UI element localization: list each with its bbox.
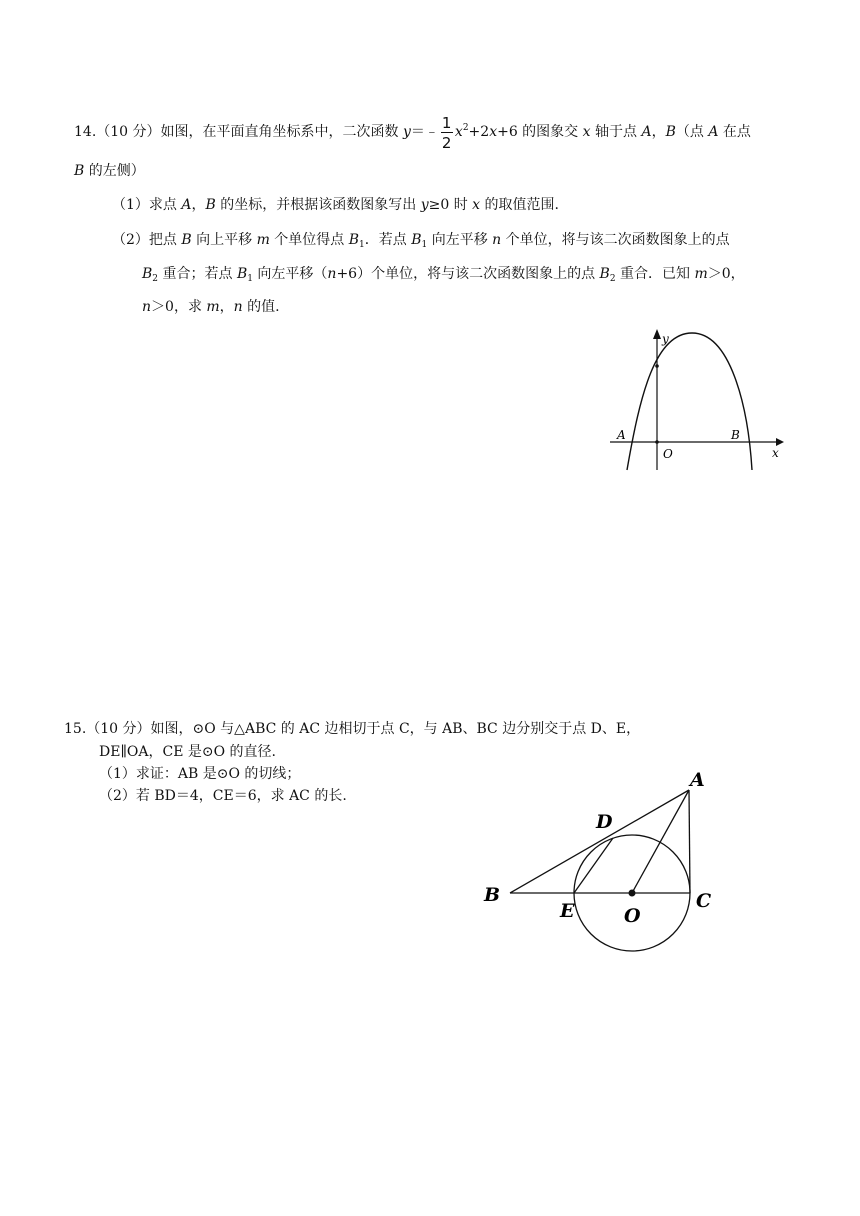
q14-line-1 bbox=[74, 114, 751, 152]
q14-text: （点 bbox=[675, 124, 709, 140]
q14-text: 在点 bbox=[718, 124, 751, 140]
q14-parabola-figure bbox=[600, 325, 790, 475]
q14-point-A: A bbox=[181, 197, 192, 213]
q14-var-x: x bbox=[489, 124, 498, 140]
q14-var-m: m bbox=[694, 266, 708, 282]
q14-intro-text: 如图，在平面直角坐标系中，二次函数 bbox=[160, 124, 403, 140]
q14-text: 轴于点 bbox=[590, 124, 642, 140]
q14-part-1 bbox=[112, 195, 559, 215]
q14-number: 14. bbox=[74, 124, 97, 140]
q14-part2-label: （2）把点 bbox=[112, 232, 182, 248]
q14-text: 向左平移 bbox=[427, 232, 493, 248]
point-B-label: B bbox=[731, 428, 740, 442]
q14-point-A: A bbox=[708, 124, 719, 140]
subscript: 1 bbox=[247, 274, 253, 284]
q14-exponent: 2 bbox=[462, 123, 469, 133]
segment-OA bbox=[632, 790, 689, 893]
parabola-curve bbox=[627, 333, 752, 470]
q14-text: 的坐标，并根据该函数图象写出 bbox=[215, 197, 421, 213]
q14-text: 向上平移 bbox=[191, 232, 257, 248]
q14-point-B: B bbox=[181, 232, 192, 248]
q14-part1-label: （1）求点 bbox=[112, 197, 182, 213]
subscript: 1 bbox=[421, 240, 428, 250]
q14-point-B1: B bbox=[236, 266, 248, 282]
label-A: A bbox=[690, 769, 705, 791]
y-intercept-dot bbox=[655, 364, 659, 368]
q14-point-B1: B bbox=[411, 232, 422, 248]
q14-point-B2: B bbox=[142, 266, 153, 282]
label-O: O bbox=[624, 905, 641, 927]
q15-part-2: （2）若 BD＝4，CE＝6，求 AC 的长. bbox=[99, 788, 347, 804]
q14-part-2-line-2 bbox=[142, 264, 745, 289]
subscript: 1 bbox=[359, 240, 365, 250]
q14-var-n: n bbox=[492, 232, 502, 248]
q14-line-2 bbox=[74, 161, 145, 181]
q14-part-2-line-3 bbox=[142, 297, 280, 317]
q14-text: 的左侧） bbox=[84, 163, 145, 179]
segment-AC bbox=[689, 790, 690, 893]
q14-text: ， bbox=[651, 124, 666, 140]
y-axis-label: y bbox=[662, 332, 669, 346]
q14-text: ≥0 时 bbox=[428, 197, 473, 213]
q15-line-2: DE∥OA，CE 是⊙O 的直径. bbox=[99, 744, 276, 760]
q15-part-1: （1）求证：AB 是⊙O 的切线； bbox=[99, 766, 301, 782]
segment-AB bbox=[510, 790, 689, 893]
q14-var-m: m bbox=[206, 299, 220, 315]
q14-equals: ＝﹣ bbox=[410, 124, 439, 140]
q14-part-2-line-1 bbox=[112, 230, 730, 255]
x-axis-arrow-icon bbox=[776, 438, 784, 446]
x-axis-label: x bbox=[772, 446, 779, 460]
q14-point-B1: B bbox=[348, 232, 360, 248]
center-O-dot bbox=[629, 890, 636, 897]
q14-text: 向左平移（ bbox=[252, 266, 328, 282]
q14-text: ＞0，求 bbox=[151, 299, 207, 315]
q14-point-B: B bbox=[74, 163, 85, 179]
label-E: E bbox=[560, 900, 575, 922]
q14-var-x: x bbox=[582, 124, 591, 140]
q14-point-B2: B bbox=[599, 266, 610, 282]
q14-text: 的值. bbox=[242, 299, 280, 315]
y-axis-arrow-icon bbox=[653, 329, 661, 339]
q14-point-B: B bbox=[205, 197, 216, 213]
q14-point-B: B bbox=[665, 124, 676, 140]
q14-var-y: y bbox=[402, 124, 411, 140]
q14-var-y: y bbox=[420, 197, 429, 213]
q14-var-x: x bbox=[472, 197, 481, 213]
q14-term: +6 的图象交 bbox=[497, 124, 583, 140]
q14-point-A: A bbox=[641, 124, 652, 140]
q14-term: +2 bbox=[468, 124, 490, 140]
origin-label: O bbox=[663, 447, 673, 461]
q14-text: ＞0， bbox=[707, 266, 745, 282]
subscript: 2 bbox=[609, 274, 616, 284]
q14-text: ．若点 bbox=[364, 232, 412, 248]
q14-var-n: n bbox=[327, 266, 337, 282]
label-D: D bbox=[596, 811, 613, 833]
q14-text: 重合．已知 bbox=[615, 266, 695, 282]
q14-var-n: n bbox=[142, 299, 152, 315]
q14-fraction bbox=[441, 114, 453, 152]
q14-score: （10 分） bbox=[96, 124, 161, 140]
q14-text: ， bbox=[191, 197, 206, 213]
q14-var-m: m bbox=[256, 232, 270, 248]
q14-text: 个单位得点 bbox=[269, 232, 349, 248]
subscript: 2 bbox=[152, 274, 159, 284]
q15-line-1: 15.（10 分）如图，⊙O 与△ABC 的 AC 边相切于点 C，与 AB、BC 边分别交于点 D、E， bbox=[64, 721, 641, 737]
q14-text: 个单位，将与该二次函数图象上的点 bbox=[501, 232, 730, 248]
origin-dot bbox=[655, 440, 659, 444]
point-A-label: A bbox=[617, 428, 626, 442]
fraction-denominator: 2 bbox=[441, 134, 452, 152]
q14-text: 重合；若点 bbox=[158, 266, 237, 282]
q14-var-x: x bbox=[454, 124, 463, 140]
q14-text: ， bbox=[219, 299, 234, 315]
q15-geometry-figure bbox=[478, 762, 738, 962]
q14-text: +6）个单位，将与该二次函数图象上的点 bbox=[336, 266, 600, 282]
label-B: B bbox=[484, 884, 501, 906]
q14-var-n: n bbox=[233, 299, 243, 315]
q14-text: 的取值范围. bbox=[480, 197, 559, 213]
fraction-numerator: 1 bbox=[441, 114, 452, 132]
segment-DE bbox=[574, 838, 613, 893]
label-C: C bbox=[696, 890, 712, 912]
